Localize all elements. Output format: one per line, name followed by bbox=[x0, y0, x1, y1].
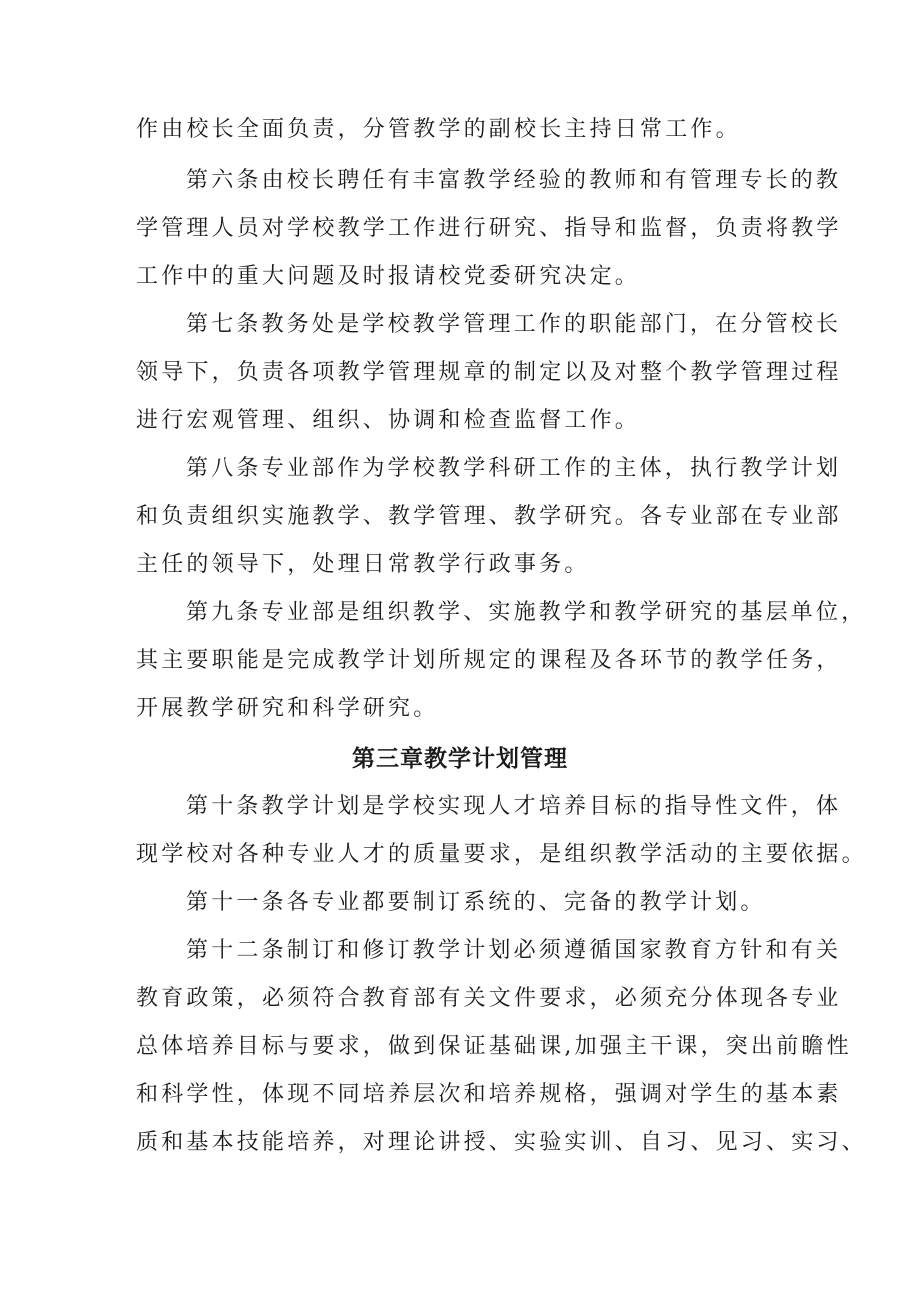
article-7-line: 第七条教务处是学校教学管理工作的职能部门，在分管校长 bbox=[186, 312, 842, 337]
paragraph-line: 主任的领导下，处理日常教学行政事务。 bbox=[136, 552, 590, 577]
paragraph-line: 领导下，负责各项教学管理规章的制定以及对整个教学管理过程 bbox=[136, 360, 842, 385]
article-12-line: 第十二条制订和修订教学计划必须遵循国家教育方针和有关 bbox=[186, 938, 842, 963]
paragraph-line: 总体培养目标与要求，做到保证基础课,加强主干课，突出前瞻性 bbox=[136, 1034, 852, 1059]
article-8-line: 第八条专业部作为学校教学科研工作的主体，执行教学计划 bbox=[186, 456, 842, 481]
paragraph-line: 质和基本技能培养，对理论讲授、实验实训、自习、见习、实习、 bbox=[136, 1130, 867, 1155]
paragraph-line: 和科学性，体现不同培养层次和培养规格，强调对学生的基本素 bbox=[136, 1082, 842, 1107]
chapter-heading: 第三章教学计划管理 bbox=[352, 746, 568, 772]
paragraph-line: 现学校对各种专业人才的质量要求，是组织教学活动的主要依据。 bbox=[136, 842, 867, 867]
paragraph-line: 和负责组织实施教学、教学管理、教学研究。各专业部在专业部 bbox=[136, 504, 842, 529]
paragraph-line: 工作中的重大问题及时报请校党委研究决定。 bbox=[136, 264, 641, 289]
paragraph-line: 教育政策，必须符合教育部有关文件要求，必须充分体现各专业 bbox=[136, 986, 842, 1011]
paragraph-line: 学管理人员对学校教学工作进行研究、指导和监督，负责将教学 bbox=[136, 216, 842, 241]
paragraph-line: 作由校长全面负责，分管教学的副校长主持日常工作。 bbox=[136, 117, 741, 142]
article-9-line: 第九条专业部是组织教学、实施教学和教学研究的基层单位， bbox=[186, 600, 867, 625]
article-10-line: 第十条教学计划是学校实现人才培养目标的指导性文件，体 bbox=[186, 794, 842, 819]
paragraph-line: 开展教学研究和科学研究。 bbox=[136, 696, 439, 721]
paragraph-line: 其主要职能是完成教学计划所规定的课程及各环节的教学任务， bbox=[136, 648, 842, 673]
article-6-line: 第六条由校长聘任有丰富教学经验的教师和有管理专长的教 bbox=[186, 168, 842, 193]
paragraph-line: 进行宏观管理、组织、协调和检查监督工作。 bbox=[136, 408, 641, 433]
article-11-line: 第十一条各专业都要制订系统的、完备的教学计划。 bbox=[186, 890, 766, 915]
